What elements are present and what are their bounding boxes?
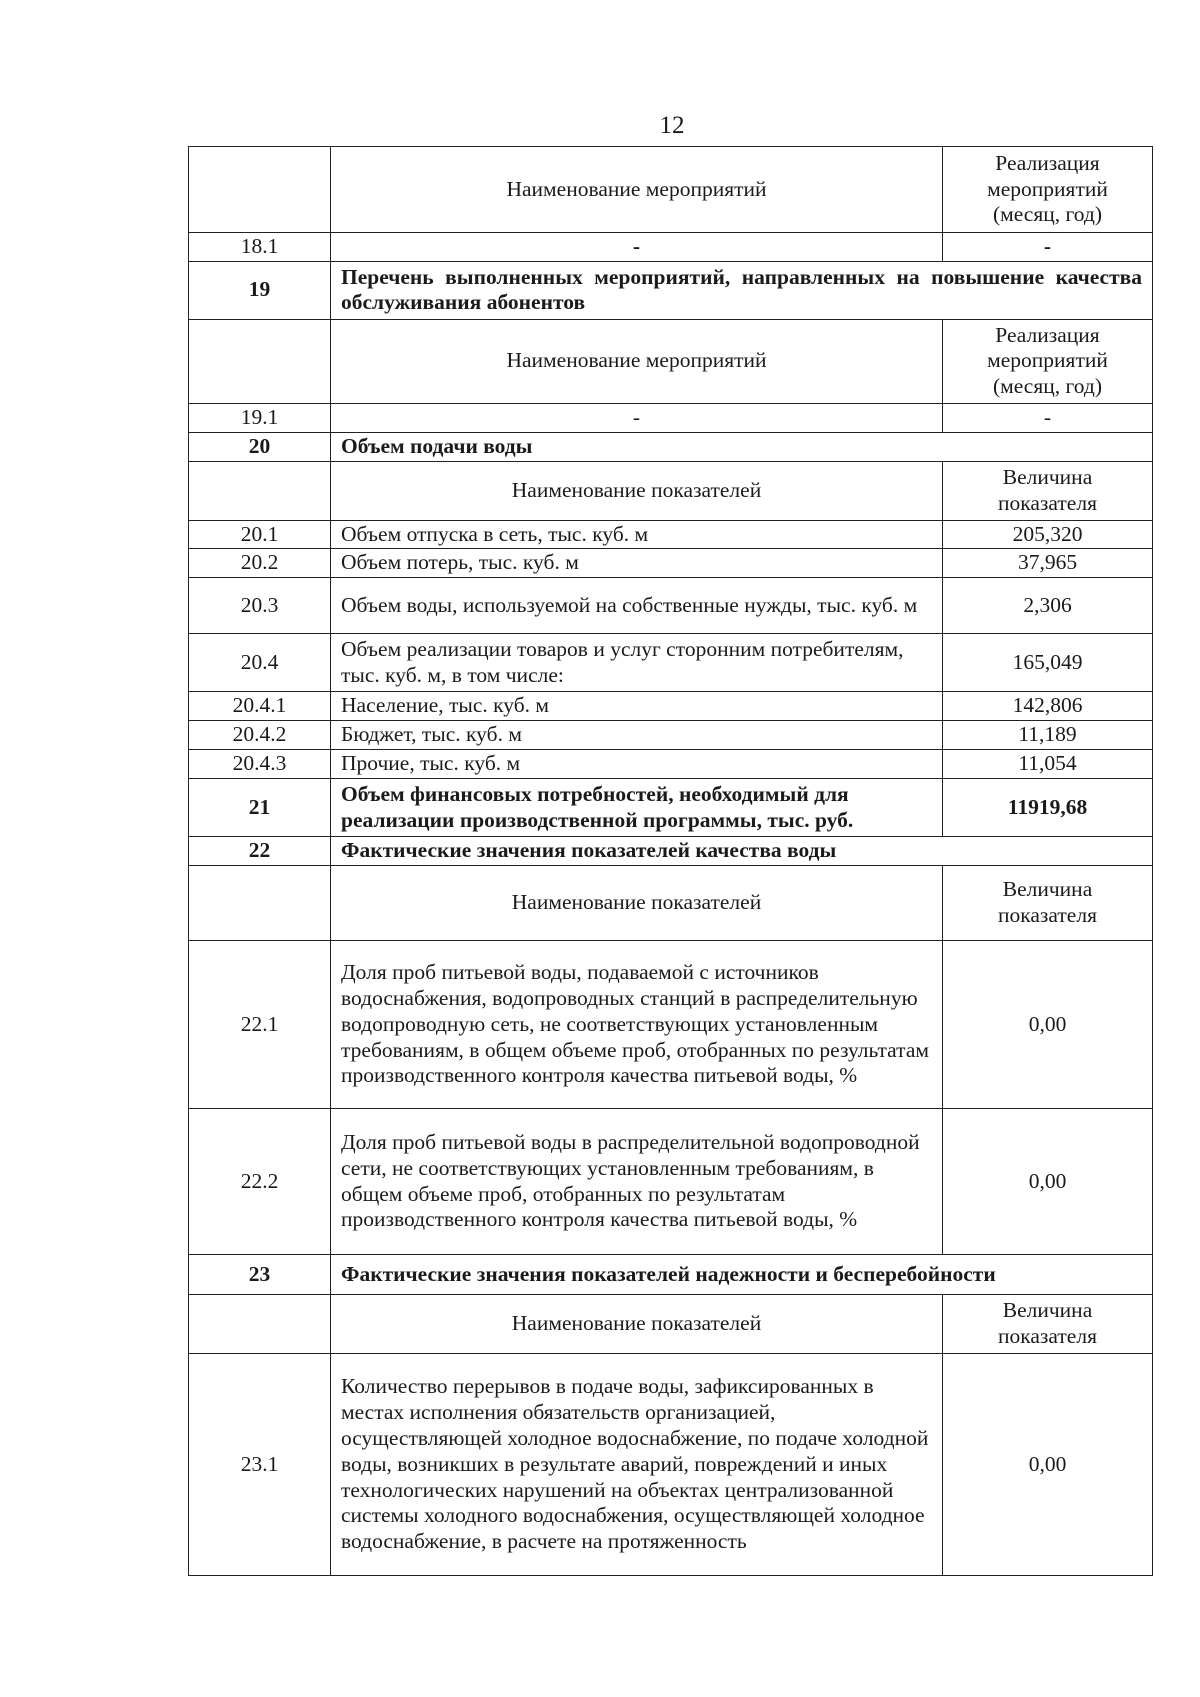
row-value: 0,00: [943, 1354, 1153, 1576]
row-value: 2,306: [943, 578, 1153, 634]
row-name: Объем финансовых потребностей, необходимый для реализации производственной программы, тыс. руб.: [331, 779, 943, 837]
column-header-value: Реализация мероприятий (месяц, год): [943, 319, 1153, 403]
row-value: 165,049: [943, 634, 1153, 692]
section-number: 19: [189, 261, 331, 319]
table-row: [189, 549, 1153, 578]
row-value: 37,965: [943, 549, 1153, 578]
table-row: [189, 750, 1153, 779]
row-number: [189, 147, 331, 233]
row-name: Объем потерь, тыс. куб. м: [331, 549, 943, 578]
row-value: -: [943, 403, 1153, 432]
table-header-row: [189, 461, 1153, 520]
row-name: Объем отпуска в сеть, тыс. куб. м: [331, 520, 943, 549]
row-name: Объем реализации товаров и услуг сторонним потребителям, тыс. куб. м, в том числе:: [331, 634, 943, 692]
column-header-name: Наименование показателей: [331, 866, 943, 941]
row-number: [189, 1295, 331, 1354]
row-value: 205,320: [943, 520, 1153, 549]
table-row: [189, 1109, 1153, 1255]
table-header-row: [189, 319, 1153, 403]
row-value: -: [943, 233, 1153, 262]
row-number: 20.1: [189, 520, 331, 549]
row-number: 18.1: [189, 233, 331, 262]
row-name: Население, тыс. куб. м: [331, 692, 943, 721]
row-number: 19.1: [189, 403, 331, 432]
row-number: [189, 319, 331, 403]
table-header-row: [189, 1295, 1153, 1354]
row-value: 11,054: [943, 750, 1153, 779]
column-header-value: Реализация мероприятий (месяц, год): [943, 147, 1153, 233]
column-header-name: Наименование мероприятий: [331, 147, 943, 233]
table-row: [189, 779, 1153, 837]
row-number: 22.1: [189, 941, 331, 1109]
row-name: Объем воды, используемой на собственные нужды, тыс. куб. м: [331, 578, 943, 634]
row-name: Количество перерывов в подаче воды, зафиксированных в местах исполнения обязательств организацией, осуществляющей холодное водоснабжение, по подаче холодной воды, возникших в результате аварий, повреждений и иных технологических нарушений на объектах централизованной системы холодного водоснабжения, осуществляющей холодное водоснабжение, в расчете на протяженность: [331, 1354, 943, 1576]
table-row: [189, 721, 1153, 750]
section-row: [189, 837, 1153, 866]
section-row: [189, 432, 1153, 461]
row-number: 23.1: [189, 1354, 331, 1576]
row-name: Прочие, тыс. куб. м: [331, 750, 943, 779]
table-row: [189, 233, 1153, 262]
row-number: [189, 461, 331, 520]
row-number: 20.3: [189, 578, 331, 634]
table-row: [189, 520, 1153, 549]
table-row: [189, 578, 1153, 634]
row-name: Доля проб питьевой воды в распределительной водопроводной сети, не соответствующих установленным требованиям, в общем объеме проб, отобранных по результатам производственного контроля качества питьевой воды, %: [331, 1109, 943, 1255]
row-value: 142,806: [943, 692, 1153, 721]
section-number: 22: [189, 837, 331, 866]
row-number: 21: [189, 779, 331, 837]
section-row: [189, 1255, 1153, 1295]
section-title: Фактические значения показателей надежности и бесперебойности: [331, 1255, 1153, 1295]
page-number: 12: [659, 112, 685, 139]
row-number: 22.2: [189, 1109, 331, 1255]
column-header-value: Величина показателя: [943, 1295, 1153, 1354]
section-title: Объем подачи воды: [331, 432, 1153, 461]
section-title: Фактические значения показателей качества воды: [331, 837, 1153, 866]
column-header-value: Величина показателя: [943, 461, 1153, 520]
row-number: 20.4.2: [189, 721, 331, 750]
section-row: [189, 261, 1153, 319]
row-number: 20.2: [189, 549, 331, 578]
production-program-table: [188, 146, 1153, 1576]
table-row: [189, 403, 1153, 432]
section-title: Перечень выполненных мероприятий, направленных на повышение качества обслуживания абонентов: [331, 261, 1153, 319]
row-number: 20.4: [189, 634, 331, 692]
row-number: 20.4.3: [189, 750, 331, 779]
row-name: -: [331, 233, 943, 262]
row-number: [189, 866, 331, 941]
table-row: [189, 941, 1153, 1109]
row-number: 20.4.1: [189, 692, 331, 721]
table-row: [189, 1354, 1153, 1576]
row-value: 11919,68: [943, 779, 1153, 837]
table-header-row: [189, 866, 1153, 941]
column-header-name: Наименование показателей: [331, 461, 943, 520]
column-header-name: Наименование показателей: [331, 1295, 943, 1354]
table-header-row: [189, 147, 1153, 233]
row-name: -: [331, 403, 943, 432]
row-value: 11,189: [943, 721, 1153, 750]
row-name: Бюджет, тыс. куб. м: [331, 721, 943, 750]
table-row: [189, 692, 1153, 721]
section-number: 20: [189, 432, 331, 461]
section-number: 23: [189, 1255, 331, 1295]
row-value: 0,00: [943, 941, 1153, 1109]
column-header-name: Наименование мероприятий: [331, 319, 943, 403]
row-name: Доля проб питьевой воды, подаваемой с источников водоснабжения, водопроводных станций в распределительную водопроводную сеть, не соответствующих установленным требованиям, в общем объеме проб, отобранных по результатам производственного контроля качества питьевой воды, %: [331, 941, 943, 1109]
column-header-value: Величина показателя: [943, 866, 1153, 941]
row-value: 0,00: [943, 1109, 1153, 1255]
table-row: [189, 634, 1153, 692]
